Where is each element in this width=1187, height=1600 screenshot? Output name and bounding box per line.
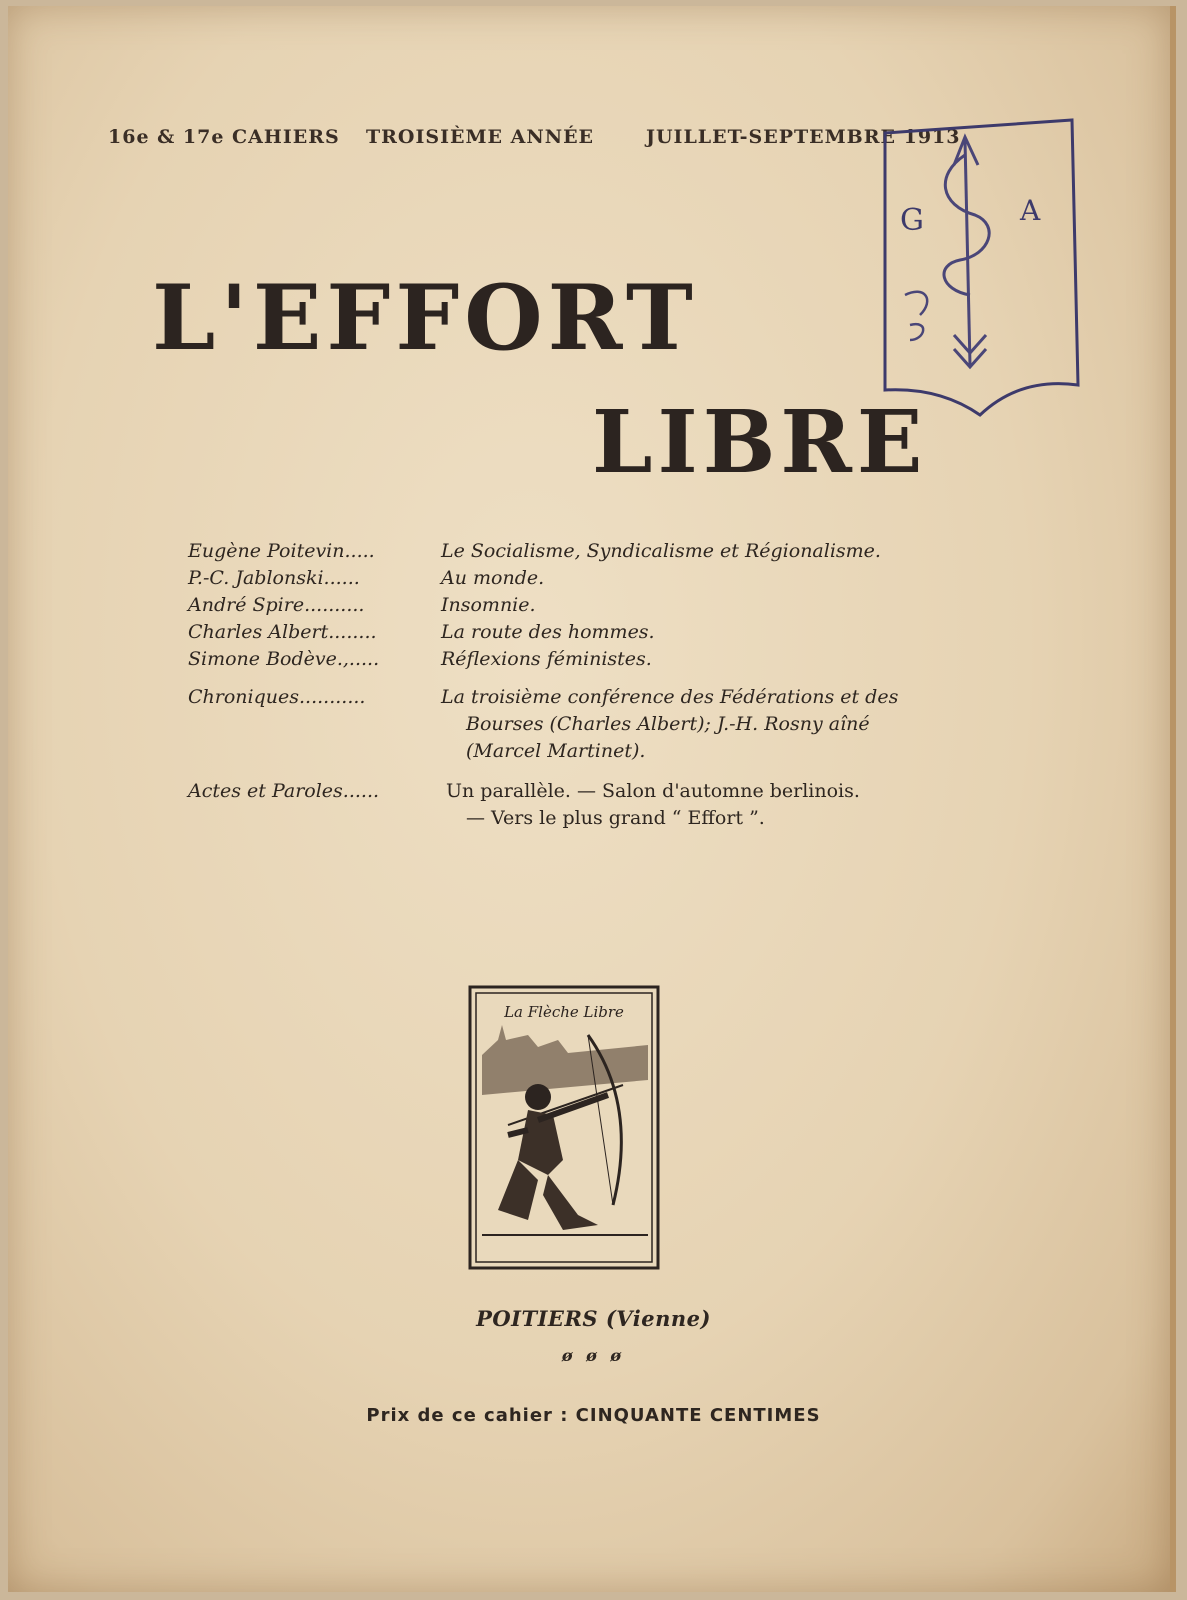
stamp-letter-right: A <box>1020 194 1041 227</box>
stamp-letter-left: G <box>900 203 924 238</box>
toc-title-line: Bourses (Charles Albert); J.-H. Rosny aîné <box>466 713 870 735</box>
toc-title: La route des hommes. <box>441 621 655 643</box>
toc-title-line: La troisième conférence des Fédérations et des <box>441 686 899 708</box>
ornament-divider: ø ø ø <box>561 1346 626 1365</box>
library-stamp <box>880 115 1090 430</box>
toc-section: Chroniques........... <box>188 686 366 708</box>
emblem-caption: La Flèche Libre <box>504 1003 624 1021</box>
archer-emblem <box>468 985 660 1270</box>
publication-place: POITIERS (Vienne) <box>476 1306 711 1331</box>
toc-title: Réflexions féministes. <box>441 648 652 670</box>
toc-author: P.-C. Jablonski...... <box>188 567 360 589</box>
toc-title-line: Un parallèle. — Salon d'automne berlinois. <box>446 780 860 802</box>
toc-title: Au monde. <box>441 567 545 589</box>
toc-author: André Spire.......... <box>188 594 365 616</box>
toc-author: Eugène Poitevin..... <box>188 540 375 562</box>
year-label: TROISIÈME ANNÉE <box>366 126 595 148</box>
toc-title: Insomnie. <box>441 594 536 616</box>
price-line: Prix de ce cahier : CINQUANTE CENTIMES <box>366 1405 821 1426</box>
date-label: JUILLET-SEPTEMBRE 1913 <box>646 126 961 148</box>
toc-title: Le Socialisme, Syndicalisme et Régionalisme. <box>441 540 881 562</box>
title-line-2: LIBRE <box>592 392 928 493</box>
title-line-1: L'EFFORT <box>152 265 698 371</box>
toc-author: Simone Bodève.,..... <box>188 648 380 670</box>
issue-number: 16e & 17e CAHIERS <box>108 126 340 148</box>
toc-title-line: — Vers le plus grand “ Effort ”. <box>466 807 765 829</box>
toc-section: Actes et Paroles...... <box>188 780 380 802</box>
toc-title-line: (Marcel Martinet). <box>466 740 646 762</box>
toc-author: Charles Albert........ <box>188 621 377 643</box>
